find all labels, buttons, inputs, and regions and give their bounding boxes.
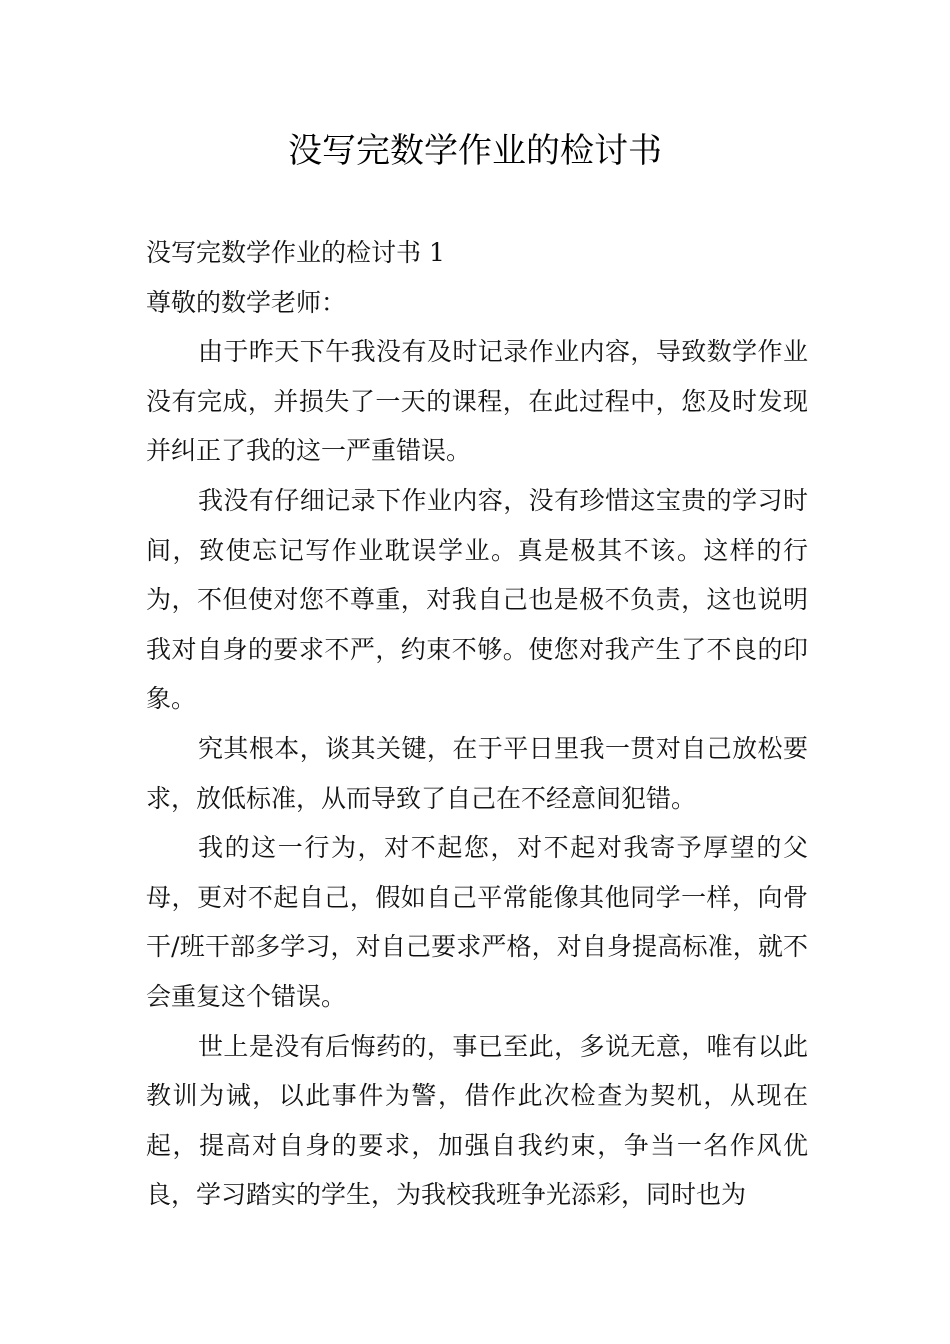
paragraph-3: 究其根本，谈其关键，在于平日里我一贯对自己放松要求，放低标准，从而导致了自己在不经意间犯错。 [146, 733, 808, 813]
paragraph-1: 由于昨天下午我没有及时记录作业内容，导致数学作业没有完成，并损失了一天的课程，在此过程中，您及时发现并纠正了我的这一严重错误。 [146, 337, 808, 466]
document-body [146, 228, 808, 1220]
paragraph-2: 我没有仔细记录下作业内容，没有珍惜这宝贵的学习时间，致使忘记写作业耽误学业。真是极其不该。这样的行为，不但使对您不尊重，对我自己也是极不负责，这也说明我对自身的要求不严，约束不够。使您对我产生了不良的印象。 [146, 485, 808, 714]
paragraph-4: 我的这一行为，对不起您，对不起对我寄予厚望的父母，更对不起自己，假如自己平常能像其他同学一样，向骨干/班干部多学习，对自己要求严格，对自身提高标准，就不会重复这个错误。 [146, 833, 808, 1011]
salutation: 尊敬的数学老师： [146, 287, 347, 317]
document-title: 没写完数学作业的检讨书 [288, 131, 662, 171]
document-subtitle: 没写完数学作业的检讨书 1 [146, 238, 445, 267]
paragraph-5: 世上是没有后悔药的，事已至此，多说无意，唯有以此教训为诫，以此事件为警，借作此次检查为契机，从现在起，提高对自身的要求，加强自我约束，争当一名作风优良，学习踏实的学生，为我校我班争光添彩，同时也为 [146, 1031, 808, 1210]
